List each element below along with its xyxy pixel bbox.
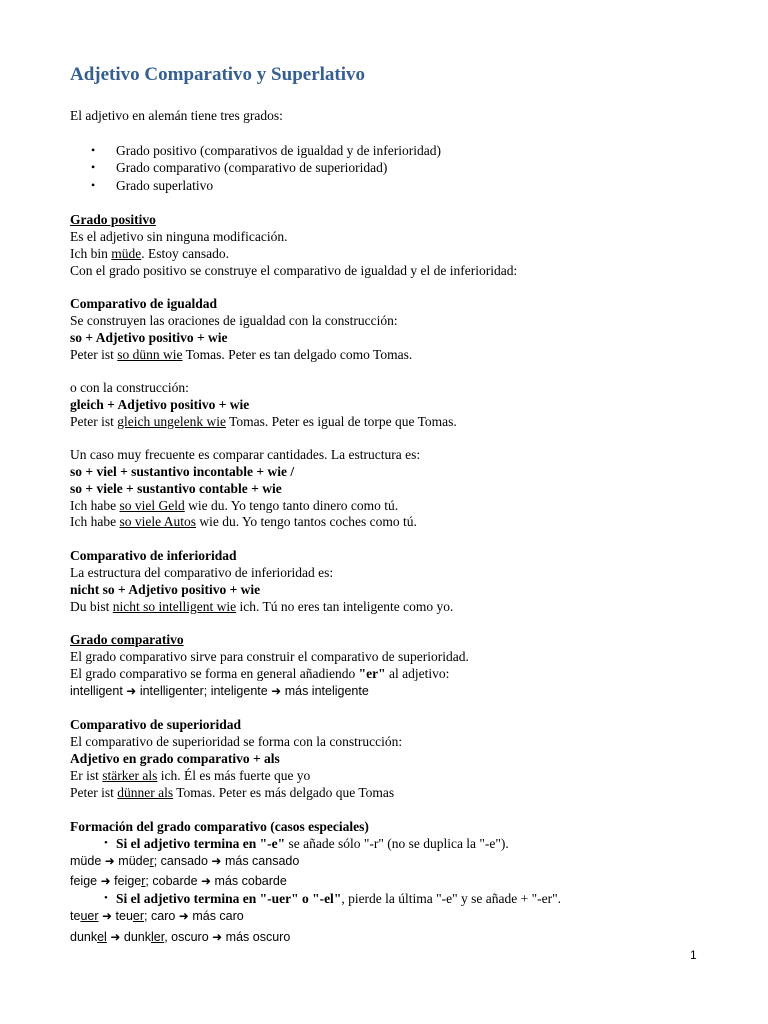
- arrow-icon: ➜: [178, 909, 189, 923]
- example-line: Ich bin müde. Estoy cansado.: [70, 246, 229, 261]
- bullet-dot: •: [91, 178, 96, 192]
- section-heading-comparativo-inferioridad: Comparativo de inferioridad: [70, 548, 237, 563]
- bullet-dot: •: [104, 837, 108, 849]
- arrow-icon: ➜: [271, 684, 282, 698]
- rule-line: Si el adjetivo termina en "-uer" o "-el", pierde la última "-e" y se añade + "-er".: [116, 891, 562, 906]
- section-heading-comparativo-superioridad: Comparativo de superioridad: [70, 717, 242, 732]
- formula-line: gleich + Adjetivo positivo + wie: [70, 397, 250, 412]
- page-number: 1: [690, 948, 697, 962]
- section-heading-formacion: Formación del grado comparativo (casos especiales): [70, 819, 369, 834]
- list-item: Grado comparativo (comparativo de superioridad): [116, 160, 388, 175]
- rule-line: Si el adjetivo termina en "-e" se añade sólo "-r" (no se duplica la "-e").: [116, 836, 509, 851]
- example-line: Ich habe so viel Geld wie du. Yo tengo tanto dinero como tú.: [70, 498, 399, 513]
- section-heading-grado-positivo: Grado positivo: [70, 212, 156, 227]
- arrow-icon: ➜: [110, 930, 121, 944]
- example-line: Du bist nicht so intelligent wie ich. Tú no eres tan inteligente como yo.: [70, 599, 454, 614]
- example-line: Peter ist dünner als Tomas. Peter es más delgado que Tomas: [70, 785, 395, 800]
- document-title: Adjetivo Comparativo y Superlativo: [70, 64, 366, 85]
- example-line: Er ist stärker als ich. Él es más fuerte que yo: [70, 768, 311, 783]
- arrow-icon: ➜: [212, 930, 223, 944]
- arrow-icon: ➜: [102, 909, 113, 923]
- bullet-dot: •: [91, 160, 96, 174]
- example-line: intelligent ➜ intelligenter; inteligente ➜ más inteligente: [70, 684, 369, 698]
- list-item: Grado positivo (comparativos de igualdad y de inferioridad): [116, 143, 442, 158]
- section-heading-grado-comparativo: Grado comparativo: [70, 632, 184, 647]
- section-heading-comparativo-igualdad: Comparativo de igualdad: [70, 296, 218, 311]
- formula-line: so + viel + sustantivo incontable + wie /: [70, 464, 295, 479]
- arrow-icon: ➜: [104, 854, 115, 868]
- formula-line: so + viele + sustantivo contable + wie: [70, 481, 282, 496]
- bullet-dot: •: [104, 892, 108, 904]
- example-line: dunkel ➜ dunkler, oscuro ➜ más oscuro: [70, 930, 291, 944]
- example-line: müde ➜ müder; cansado ➜ más cansado: [70, 854, 300, 868]
- paragraph-line: Un caso muy frecuente es comparar cantidades. La estructura es:: [70, 447, 421, 462]
- formula-line: nicht so + Adjetivo positivo + wie: [70, 582, 261, 597]
- example-line: Peter ist gleich ungelenk wie Tomas. Peter es igual de torpe que Tomas.: [70, 414, 457, 429]
- example-line: Ich habe so viele Autos wie du. Yo tengo tantos coches como tú.: [70, 514, 417, 529]
- paragraph-line: Se construyen las oraciones de igualdad con la construcción:: [70, 313, 398, 328]
- arrow-icon: ➜: [126, 684, 137, 698]
- paragraph-line: La estructura del comparativo de inferioridad es:: [70, 565, 334, 580]
- arrow-icon: ➜: [211, 854, 222, 868]
- paragraph-line: El grado comparativo se forma en general añadiendo "er" al adjetivo:: [70, 666, 450, 681]
- paragraph-line: Es el adjetivo sin ninguna modificación.: [70, 229, 288, 244]
- paragraph-line: El comparativo de superioridad se forma con la construcción:: [70, 734, 403, 749]
- formula-line: Adjetivo en grado comparativo + als: [70, 751, 280, 766]
- arrow-icon: ➜: [201, 874, 212, 888]
- list-item: Grado superlativo: [116, 178, 214, 193]
- intro-text: El adjetivo en alemán tiene tres grados:: [70, 108, 283, 123]
- example-line: feige ➜ feiger; cobarde ➜ más cobarde: [70, 874, 287, 888]
- arrow-icon: ➜: [100, 874, 111, 888]
- bullet-dot: •: [91, 143, 96, 157]
- paragraph-line: o con la construcción:: [70, 380, 189, 395]
- example-line: Peter ist so dünn wie Tomas. Peter es tan delgado como Tomas.: [70, 347, 413, 362]
- example-line: teuer ➜ teuer; caro ➜ más caro: [70, 909, 244, 923]
- paragraph-line: El grado comparativo sirve para construir el comparativo de superioridad.: [70, 649, 469, 664]
- formula-line: so + Adjetivo positivo + wie: [70, 330, 228, 345]
- paragraph-line: Con el grado positivo se construye el comparativo de igualdad y el de inferioridad:: [70, 263, 518, 278]
